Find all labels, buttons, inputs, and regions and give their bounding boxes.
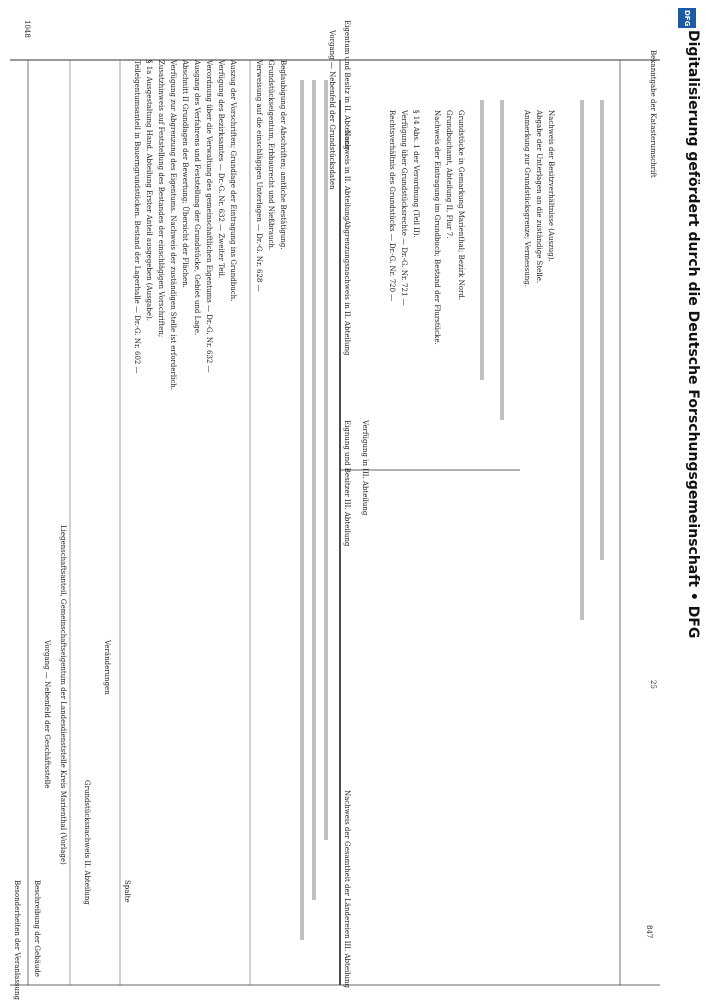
left-text-line: Teileigentumsanteil in Bauerngrundstücken. Bestand der Lagerhalle — Dr.-G. Nr. 602 —	[133, 60, 141, 374]
right-text-line: Grundbuchamt, Abteilung II, Flur 7.	[445, 110, 453, 239]
dfg-credit-text: Digitalisierung gefördert durch die Deutsche Forschungsgemeinschaft • DFG	[685, 30, 701, 639]
right-text-line: Grundstücke in Gemarkung Marienthal; Bezirk Nord.	[457, 110, 465, 301]
right-text-line: Rechtsverhältnis des Grundstücks — Dr.-G. Nr. 720 —	[388, 110, 396, 302]
right-col-header: Nachweis in II. Abteilung	[343, 130, 351, 221]
section-heading: Liegenschaftsanteil, Gemeinschaftseigentum der Landesdienststelle Kreis Marienthal (Vorlage)	[59, 525, 67, 865]
left-col-header: Spalte	[123, 880, 131, 903]
left-col-header: Grundstücksnachweis II. Abteilung	[83, 780, 91, 905]
right-col-header: Verfügung in III. Abteilung	[361, 420, 369, 516]
left-col-header: Beschreibung der Gebäude	[33, 880, 41, 977]
running-head-left: Vorgang — Nebenfeld der Geschäftsstelle	[43, 640, 51, 789]
left-text-line: § 1a Ausgestaltung Hand. Abteilung Erster Anteil ausgegeben (Ausgabe).	[145, 60, 153, 321]
page-number-left: 1048	[23, 20, 31, 38]
dfg-logo-icon: DFG	[678, 8, 696, 28]
left-text-line: Beglaubigung der Abschriften; amtliche Bestätigung.	[279, 60, 287, 250]
left-text-line: Auszug der Vorschriften; Grundlage der Eintragung ins Grundbuch.	[229, 60, 237, 302]
footer-right: 25	[649, 680, 657, 689]
right-text-line: Anmerkung zur Grundstücksgrenze; Vermessung.	[523, 110, 531, 288]
right-text-line: Nachweis der Eintragung im Grundbuch; Bestand der Flurstücke.	[433, 110, 441, 345]
left-text-line: Verordnung über die Verwaltung des gemeinschaftlichen Eigentums — Dr.-G. Nr. 632 —	[205, 60, 213, 373]
page-number-right: 847	[645, 925, 653, 939]
left-text-line: Zusatzhinweis auf Feststellung des Bestandes der einschlägigen Vorschriften;	[157, 60, 165, 338]
right-text-line: Abgabe der Unterlagen an die zuständige Stelle.	[535, 110, 543, 284]
left-text-line: Abschnitt II Grundlagen der Bewertung; Übersicht der Flächen.	[181, 60, 189, 288]
left-text-line: Ausgang des Verfahrens und Feststellung der Grundstücke, Gebiet und Lage.	[193, 60, 201, 336]
left-col-header: Veränderungen	[103, 640, 111, 695]
dfg-sidebar	[670, 0, 706, 1000]
right-text-line: Nachweis der Besitzverhältnisse (Auszug).	[547, 110, 555, 262]
right-col-header: Eignung und Besitzer III. Abteilung	[343, 420, 351, 547]
right-text-line: Verfügung über Grundstücksrechte — Dr.-G. Nr. 721 —	[400, 110, 408, 306]
right-col-header: Eigentum und Besitz in II. Abteilung	[343, 20, 351, 150]
right-col-header: Nachweis der Gesamtheit der Ländereien III. Abteilung	[343, 790, 351, 988]
left-text-line: Grundstückseigentum, Erbbaurecht und Nießbrauch.	[267, 60, 275, 251]
footer-left: Bekanntgabe der Katasterumschrift	[649, 50, 657, 178]
right-text-line: § 14 Abs. 1 der Verordnung (Teil II).	[412, 110, 420, 238]
right-col-header: Abgrenzungsnachweis in II. Abteilung	[343, 220, 351, 356]
left-text-line: Verfügung zur Abgrenzung des Eigentums. Nachweis der zuständigen Stelle ist erforderlich.	[169, 60, 177, 390]
left-text-line: Verfügung des Bezirksamtes — Dr.-G. Nr. 632 — Zweiter Teil.	[217, 60, 225, 279]
left-text-line: Verweisung auf die einschlägigen Unterlagen — Dr.-G. Nr. 628 —	[255, 60, 263, 292]
running-head-right: Vorgang — Nebenfeld der Grundstücksdaten	[328, 30, 336, 190]
left-col-header: Besonderheiten der Veranlassung	[13, 880, 21, 1001]
